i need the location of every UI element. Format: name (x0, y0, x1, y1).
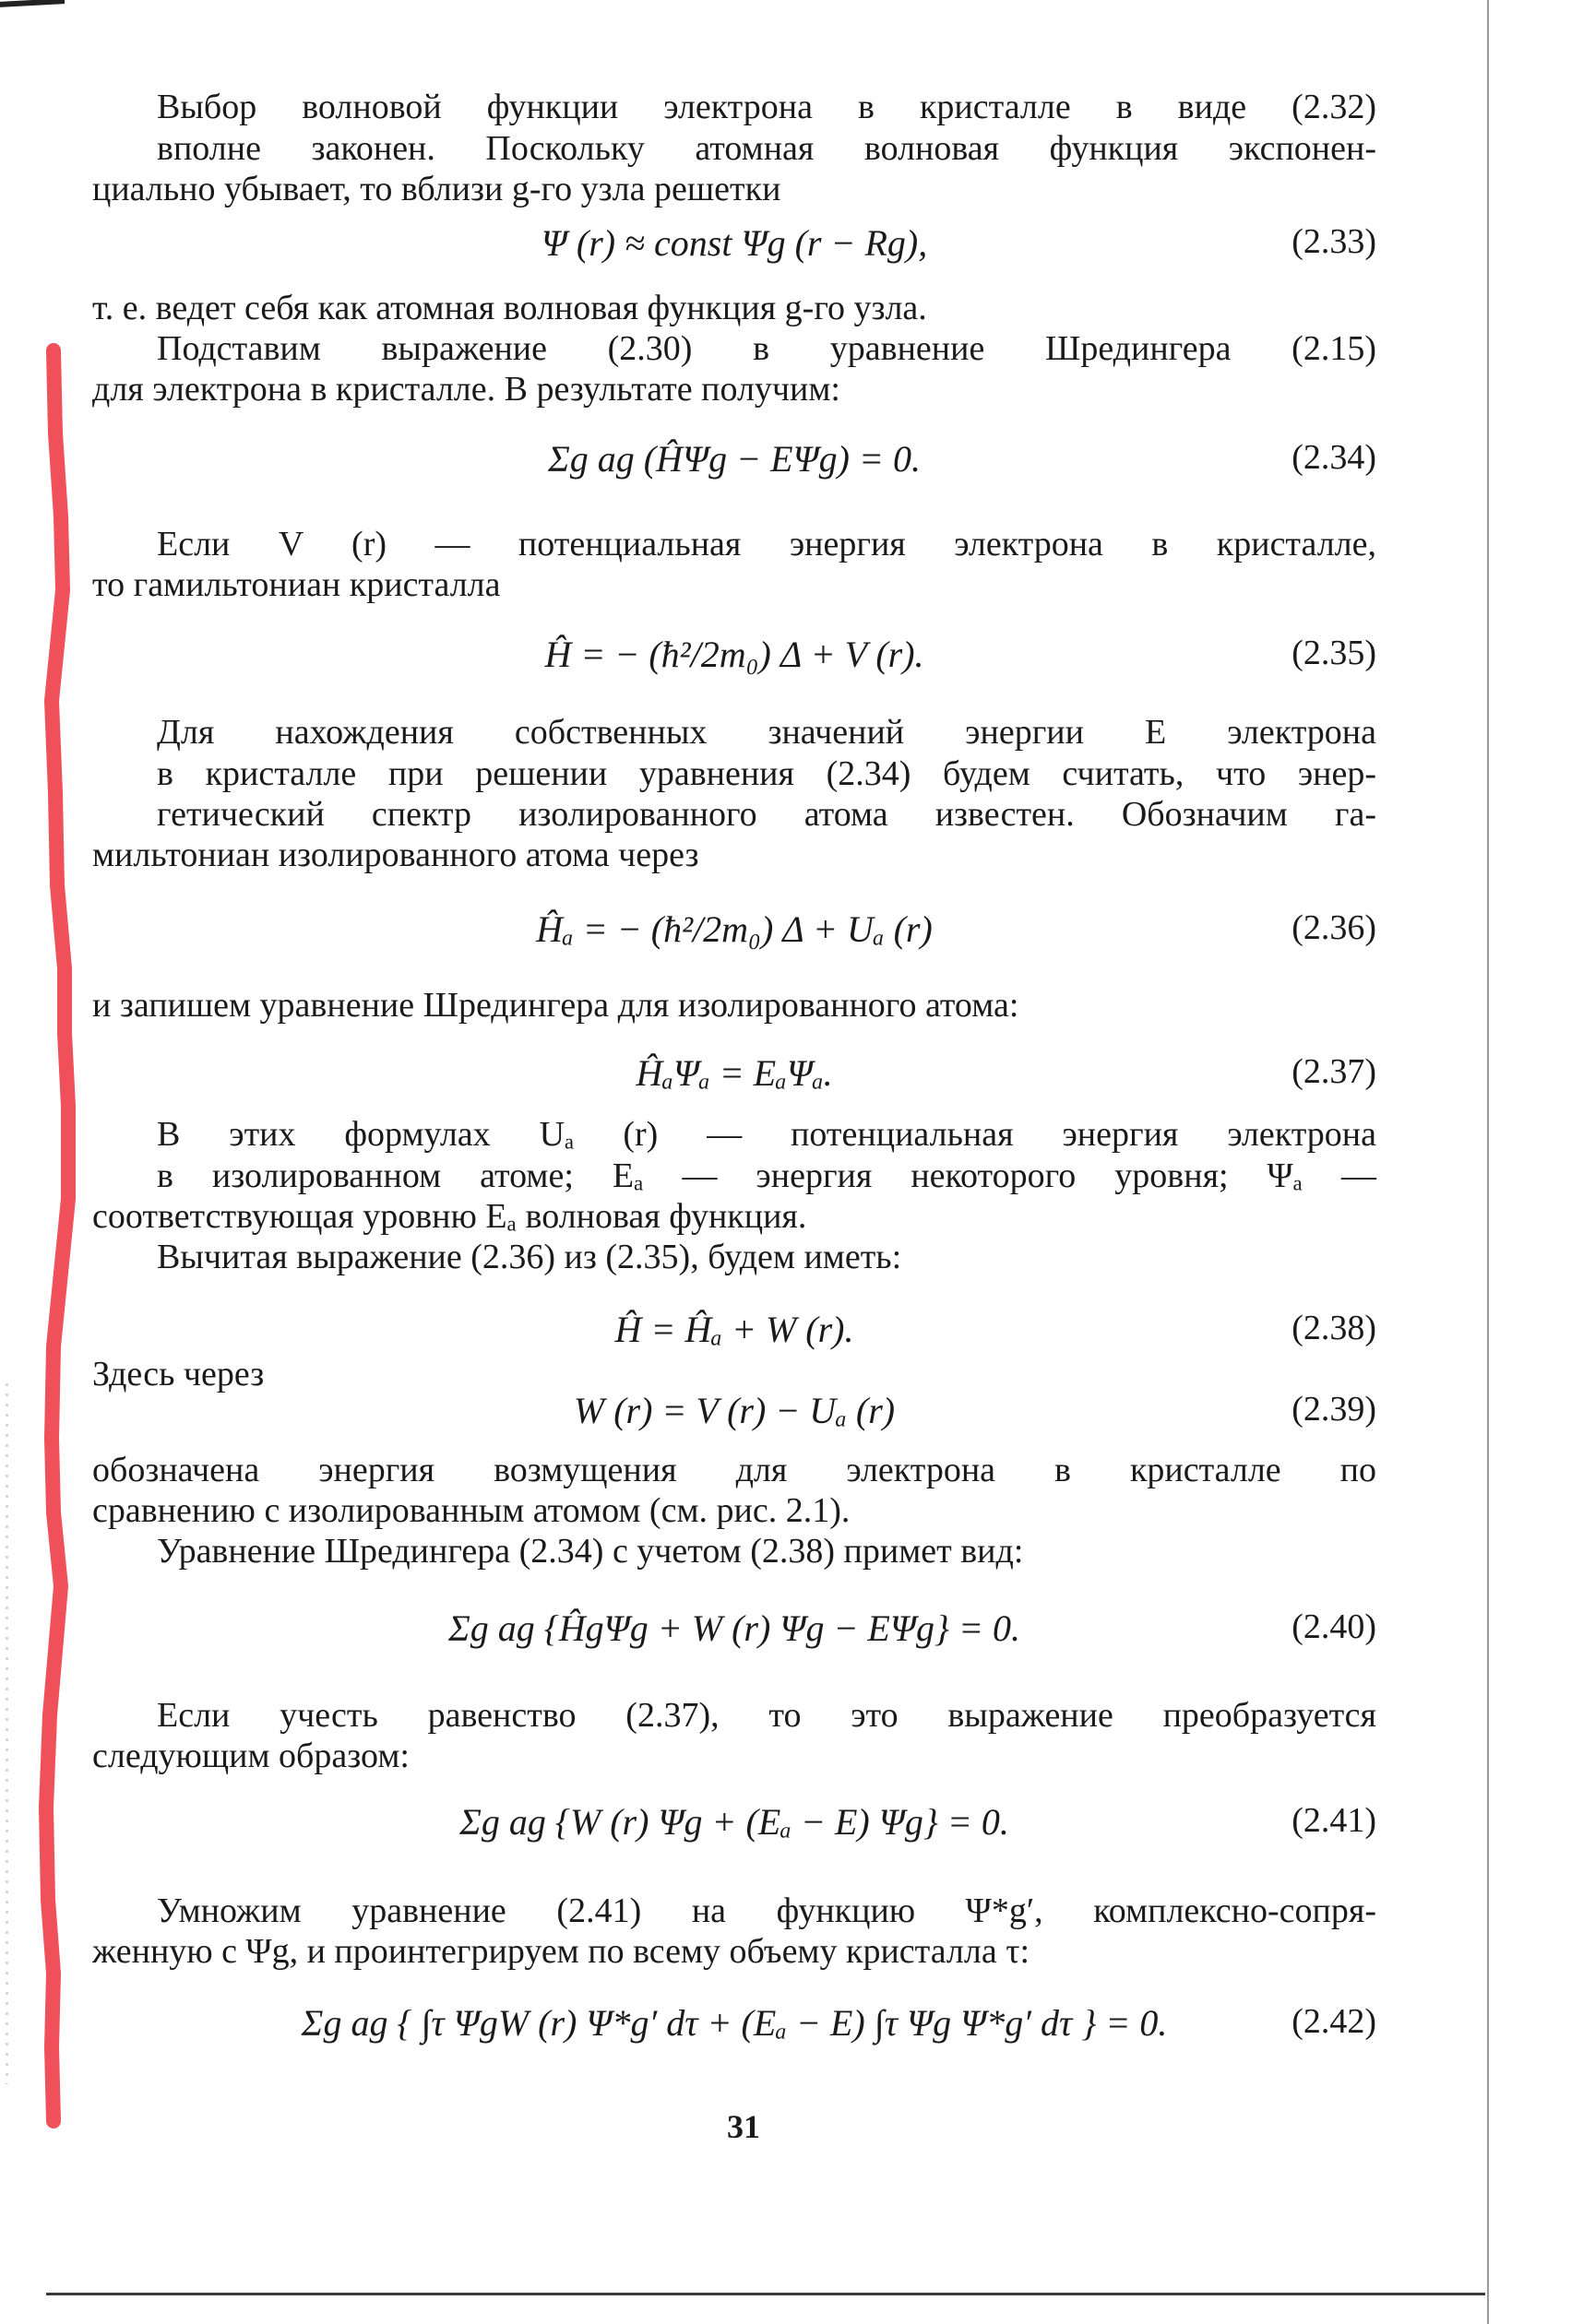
paragraph-line-last (92, 1196, 1376, 1238)
equation-formula: ĤₐΨₐ = EₐΨₐ. (636, 1052, 833, 1094)
paragraph (92, 1237, 1376, 1278)
paragraph (92, 288, 1376, 329)
paragraph-line-last (92, 835, 1376, 876)
text-line: Умножим уравнение (2.41) на функцию Ψ*g′, комплексно-сопря- (157, 1891, 1376, 1930)
paragraph (92, 1531, 1376, 1572)
paragraph-line-last (92, 1736, 1376, 1777)
text-line: следующим образом: (92, 1737, 410, 1775)
text-line: Здесь через (92, 1355, 265, 1393)
text-line: гетический спектр изолированного атома известен. Обозначим га- (157, 795, 1376, 834)
equation-formula: Ĥ = − (ħ²/2m₀) Δ + V (r). (544, 634, 924, 675)
text-line: Уравнение Шредингера (2.34) с учетом (2.38) примет вид: (157, 1532, 1024, 1571)
equation-2-40 (92, 1607, 1376, 1662)
equation-number: (2.36) (1291, 908, 1376, 947)
paragraph (92, 1450, 1376, 1491)
text-line: Выбор волновой функции электрона в кристалле в виде (2.32) (157, 88, 1376, 126)
paragraph-line-last (92, 169, 1376, 210)
equation-2-33 (92, 221, 1376, 277)
paragraph (92, 1114, 1376, 1196)
equation-2-34 (92, 437, 1376, 492)
equation-formula: Σg ag (ĤΨg − EΨg) = 0. (548, 438, 921, 480)
paragraph (92, 328, 1376, 370)
equation-number: (2.33) (1291, 222, 1376, 261)
text-line: Для нахождения собственных значений энергии E электрона (157, 713, 1376, 752)
text-line: т. е. ведет себя как атомная волновая функция g-го узла. (92, 289, 927, 327)
text-line: в кристалле при решении уравнения (2.34) будем считать, что энер- (157, 753, 1376, 793)
paragraph (92, 1695, 1376, 1737)
text-line: В этих формулах Uₐ (r) — потенциальная энергия электрона (157, 1115, 1376, 1154)
text-line: соответствующая уровню Eₐ волновая функция. (92, 1197, 807, 1236)
paragraph (92, 1891, 1376, 1932)
equation-2-35 (92, 633, 1376, 688)
text-line: Подставим выражение (2.30) в уравнение Шредингера (2.15) (157, 329, 1376, 368)
text-line: мильтониан изолированного атома через (92, 836, 699, 874)
equation-number: (2.35) (1291, 634, 1376, 672)
equation-formula: Σg ag {W (r) Ψg + (Eₐ − E) Ψg} = 0. (459, 1801, 1009, 1843)
paragraph (92, 712, 1376, 836)
equation-2-37 (92, 1051, 1376, 1107)
equation-formula: W (r) = V (r) − Uₐ (r) (573, 1390, 896, 1431)
paragraph-line-last (92, 1490, 1376, 1532)
text-line: для электрона в кристалле. В результате получим: (92, 370, 840, 409)
equation-number: (2.42) (1291, 2002, 1376, 2041)
text-line: Вычитая выражение (2.36) из (2.35), будем иметь: (157, 1238, 902, 1276)
equation-number: (2.34) (1291, 438, 1376, 477)
text-line: сравнению с изолированным атомом (см. рис. 2.1). (92, 1491, 851, 1530)
paragraph (92, 985, 1376, 1026)
text-line: в изолированном атоме; Eₐ — энергия некоторого уровня; Ψₐ — (157, 1156, 1376, 1195)
text-line: циально убывает, то вблизи g-го узла решетки (92, 170, 781, 208)
page-number: 31 (727, 2108, 760, 2145)
paragraph-line-last (92, 1931, 1376, 1973)
equation-formula: Ψ (r) ≈ const Ψg (r − Rg), (541, 222, 928, 264)
equation-2-42 (92, 2001, 1376, 2057)
paragraph (92, 87, 1376, 169)
equation-number: (2.39) (1291, 1390, 1376, 1429)
text-line: Если V (r) — потенциальная энергия электрона в кристалле, (157, 525, 1376, 563)
page-bottom-edge (46, 2293, 1485, 2295)
paragraph (92, 524, 1376, 565)
equation-number: (2.38) (1291, 1309, 1376, 1347)
text-line: обозначена энергия возмущения для электрона в кристалле по (92, 1451, 1376, 1489)
equation-2-36 (92, 907, 1376, 963)
equation-formula: Σg ag { ∫τ ΨgW (r) Ψ*g′ dτ + (Eₐ − E) ∫τ Ψg Ψ*g′ dτ } = 0. (301, 2002, 1168, 2044)
equation-2-39 (92, 1389, 1376, 1444)
equation-formula: Σg ag {ĤgΨg + W (r) Ψg − EΨg} = 0. (448, 1607, 1020, 1649)
equation-formula: Ĥₐ = − (ħ²/2m₀) Δ + Uₐ (r) (536, 908, 933, 950)
text-line: Если учесть равенство (2.37), то это выражение преобразуется (157, 1696, 1376, 1735)
text-line: то гамильтониан кристалла (92, 565, 501, 604)
equation-number: (2.40) (1291, 1607, 1376, 1646)
text-line: женную с Ψg, и проинтегрируем по всему объему кристалла τ: (92, 1932, 1030, 1971)
equation-formula: Ĥ = Ĥₐ + W (r). (614, 1309, 854, 1350)
equation-number: (2.41) (1291, 1801, 1376, 1840)
paragraph-line-last (92, 369, 1376, 410)
text-line: вполне законен. Поскольку атомная волновая функция экспонен- (157, 128, 1376, 168)
equation-2-41 (92, 1800, 1376, 1856)
text-line: и запишем уравнение Шредингера для изолированного атома: (92, 986, 1019, 1025)
equation-number: (2.37) (1291, 1052, 1376, 1091)
page-right-edge (1487, 0, 1489, 2324)
paragraph-line-last (92, 564, 1376, 606)
